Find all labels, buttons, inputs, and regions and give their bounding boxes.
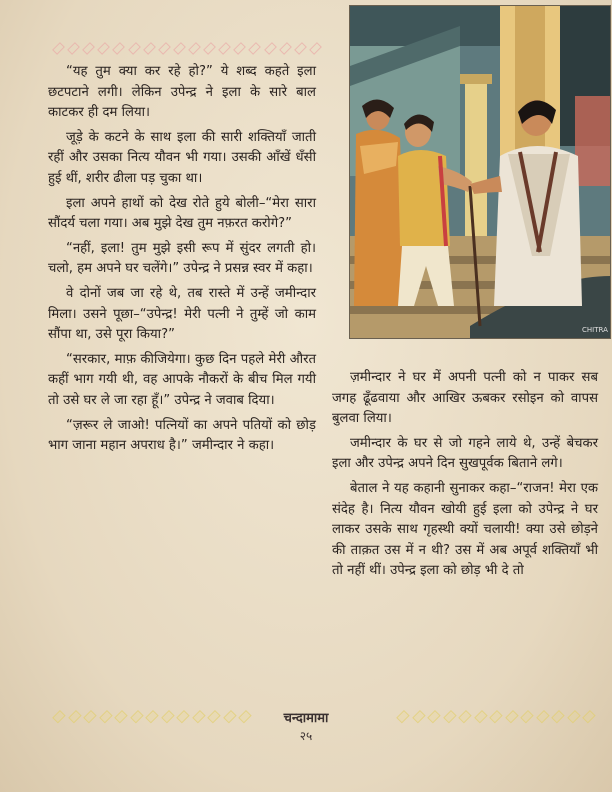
left-paragraph: “ज़रूर ले जाओ! पत्नियों का अपने पतियों को छोड़ भाग जाना महान अपराध है।” जमीन्दार ने कहा।	[48, 417, 316, 454]
left-paragraph: “सरकार, माफ़ कीजियेगा। कुछ दिन पहले मेरी औरत कहीं भाग गयी थी, वह आपके नौकरों के बीच मिल गयी तो उसे घर ले जा रहा हूँ।” उपेन्द्र ने जवाब दिया।	[48, 351, 316, 408]
left-paragraph: “यह तुम क्या कर रहे हो?” ये शब्द कहते इला छटपटाने लगी। लेकिन उपेन्द्र ने इला के सारे बाल काटकर ही दम लिया।	[48, 64, 316, 121]
right-text-column	[332, 368, 598, 586]
left-paragraph: वे दोनों जब जा रहे थे, तब रास्ते में उन्हें जमीन्दार मिला। उसने पूछा–“उपेन्द्र! मेरी पत्नी ने तुम्हें जो काम सौंपा था, उसे पूरा किया?”	[48, 285, 316, 343]
illustration-signature: CHITRA	[582, 326, 608, 334]
magazine-title: चन्दामामा	[283, 711, 329, 726]
right-paragraph: ज़मीन्दार ने घर में अपनी पत्नी को न पाकर सब जगह ढूँढवाया और आखिर ऊबकर रसोइन को वापस बुलवा लिया।	[332, 370, 598, 427]
story-illustration	[349, 5, 611, 339]
left-paragraph: इला अपने हाथों को देख रोते हुये बोली–“मेरा सारा सौंदर्य चला गया। अब मुझे देख तुम नफ़रत करोगे?”	[48, 195, 316, 232]
left-paragraph: “नहीं, इला! तुम मुझे इसी रूप में सुंदर लगती हो। चलो, हम अपने घर चलेंगे।” उपेन्द्र ने प्रसन्न स्वर में कहा।	[48, 240, 316, 277]
page-number: २५	[299, 729, 313, 743]
right-paragraph: जमीन्दार के घर से जो गहने लाये थे, उन्हें बेचकर इला और उपेन्द्र अपने दिन सुखपूर्वक बिताने लगे।	[332, 435, 598, 472]
left-text-column	[48, 62, 316, 461]
right-paragraph: बेताल ने यह कहानी सुनाकर कहा–“राजन! मेरा एक संदेह है। नित्य यौवन खोयी हुई इला को उपेन्द्र ने घर लाकर उसके साथ गृहस्थी क्यों चलायी! क्या उसे छोड़ने की ताक़त उस में न थी? उस में अब अपूर्व शक्तियाँ भी तो नहीं थीं। उपेन्द्र इला को छोड़ भी दे तो	[332, 480, 598, 579]
left-paragraph: जूड़े के कटने के साथ इला की सारी शक्तियाँ जाती रहीं और उसका नित्य यौवन भी गया। उसकी आँखें धँसी हुई थीं, शरीर ढीला पड़ चुका था।	[48, 129, 316, 186]
top-decorative-border	[52, 42, 322, 54]
